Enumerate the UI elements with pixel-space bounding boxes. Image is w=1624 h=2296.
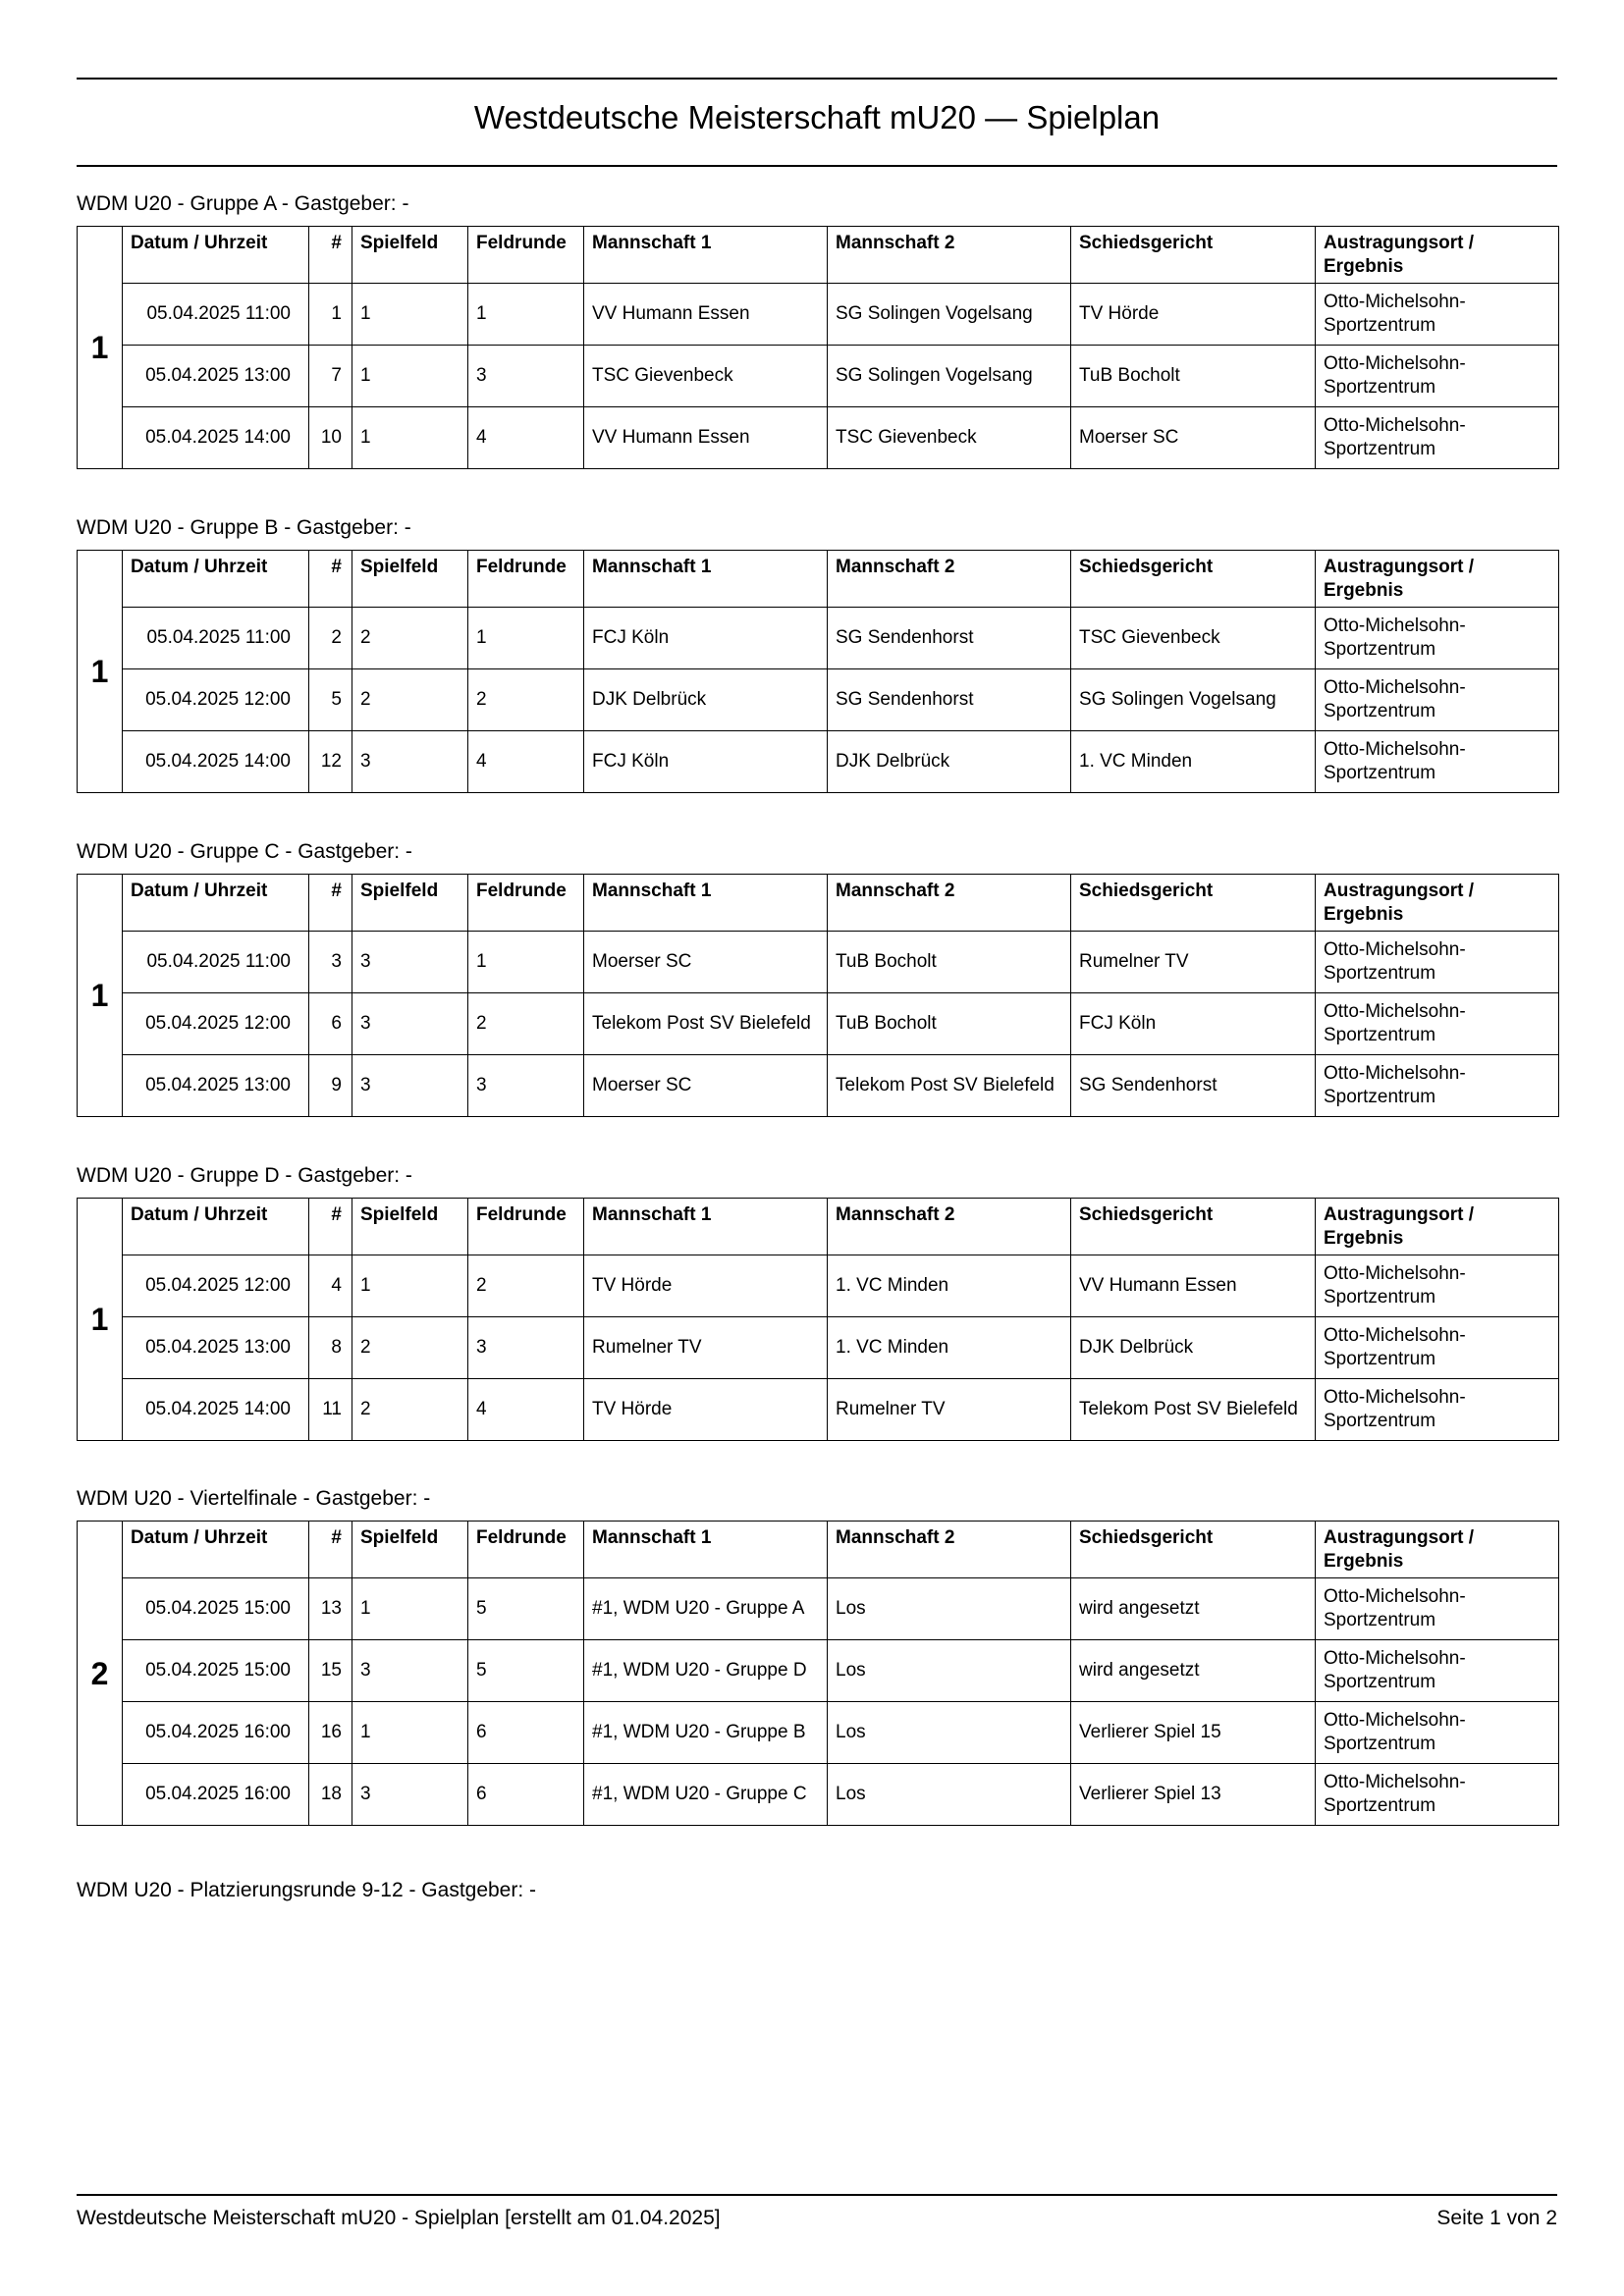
col-date-header: Datum / Uhrzeit [123,1522,309,1578]
col-round-cell: 5 [468,1640,584,1702]
col-field-cell: 2 [352,608,468,669]
footer-rule [77,2194,1557,2196]
col-team2-cell: Los [828,1640,1071,1702]
col-num-cell: 11 [309,1379,352,1441]
col-num-cell: 4 [309,1255,352,1317]
col-round-cell: 3 [468,1055,584,1117]
page-number: Seite 1 von 2 [1436,2207,1557,2229]
col-referee-cell: DJK Delbrück [1071,1317,1316,1379]
col-round-cell: 2 [468,669,584,731]
col-round-cell: 2 [468,993,584,1055]
col-venue-header: Austragungsort / Ergebnis [1316,227,1559,284]
col-round-cell: 1 [468,932,584,993]
col-num-cell: 7 [309,346,352,407]
col-round-header: Feldrunde [468,1199,584,1255]
col-venue-header: Austragungsort / Ergebnis [1316,1522,1559,1578]
col-num-header: # [309,551,352,608]
col-date-cell: 05.04.2025 16:00 [123,1702,309,1764]
col-date-header: Datum / Uhrzeit [123,551,309,608]
col-field-header: Spielfeld [352,227,468,284]
col-referee-cell: Moerser SC [1071,407,1316,469]
col-venue-cell: Otto-Michelsohn-Sportzentrum [1316,993,1559,1055]
col-referee-cell: 1. VC Minden [1071,731,1316,793]
col-team1-cell: Moerser SC [584,1055,828,1117]
col-venue-header: Austragungsort / Ergebnis [1316,875,1559,932]
col-date-cell: 05.04.2025 14:00 [123,731,309,793]
col-venue-cell: Otto-Michelsohn-Sportzentrum [1316,1055,1559,1117]
col-referee-header: Schiedsgericht [1071,1522,1316,1578]
top-rule [77,78,1557,80]
col-date-cell: 05.04.2025 16:00 [123,1764,309,1826]
schedule-table [77,226,1559,469]
table-row [78,1702,1559,1764]
col-field-cell: 1 [352,407,468,469]
schedule-table [77,550,1559,793]
col-field-cell: 2 [352,669,468,731]
col-field-cell: 3 [352,1640,468,1702]
document-title: Westdeutsche Meisterschaft mU20 — Spielplan [473,99,1161,135]
col-field-cell: 3 [352,731,468,793]
col-date-cell: 05.04.2025 12:00 [123,1255,309,1317]
col-team1-cell: TSC Gievenbeck [584,346,828,407]
col-date-cell: 05.04.2025 12:00 [123,669,309,731]
table-row [78,346,1559,407]
table-row [78,1255,1559,1317]
col-round-cell: 6 [468,1764,584,1826]
table-row [78,669,1559,731]
col-referee-cell: TV Hörde [1071,284,1316,346]
section-heading: WDM U20 - Gruppe C - Gastgeber: - [77,840,412,863]
col-num-cell: 18 [309,1764,352,1826]
col-team2-cell: TSC Gievenbeck [828,407,1071,469]
col-team1-cell: VV Humann Essen [584,407,828,469]
col-venue-cell: Otto-Michelsohn-Sportzentrum [1316,608,1559,669]
col-team2-cell: 1. VC Minden [828,1317,1071,1379]
schedule-section [77,1164,1558,1441]
col-date-cell: 05.04.2025 11:00 [123,284,309,346]
col-team2-cell: Los [828,1702,1071,1764]
col-num-cell: 5 [309,669,352,731]
col-referee-cell: Telekom Post SV Bielefeld [1071,1379,1316,1441]
col-team1-cell: VV Humann Essen [584,284,828,346]
col-date-cell: 05.04.2025 15:00 [123,1578,309,1640]
col-team1-cell: Moerser SC [584,932,828,993]
col-date-cell: 05.04.2025 12:00 [123,993,309,1055]
col-team2-cell: Los [828,1578,1071,1640]
col-date-header: Datum / Uhrzeit [123,875,309,932]
table-row [78,1317,1559,1379]
col-date-cell: 05.04.2025 14:00 [123,407,309,469]
col-field-header: Spielfeld [352,875,468,932]
col-round-cell: 1 [468,608,584,669]
col-team2-cell: TuB Bocholt [828,932,1071,993]
round-number: 1 [78,227,123,469]
round-number: 2 [78,1522,123,1826]
col-team2-header: Mannschaft 2 [828,551,1071,608]
col-team1-header: Mannschaft 1 [584,875,828,932]
section-heading: WDM U20 - Gruppe A - Gastgeber: - [77,192,409,215]
round-number: 1 [78,551,123,793]
col-team2-header: Mannschaft 2 [828,1199,1071,1255]
col-round-cell: 5 [468,1578,584,1640]
col-date-header: Datum / Uhrzeit [123,227,309,284]
col-round-header: Feldrunde [468,875,584,932]
col-venue-cell: Otto-Michelsohn-Sportzentrum [1316,1317,1559,1379]
col-round-header: Feldrunde [468,551,584,608]
table-row [78,1379,1559,1441]
col-date-cell: 05.04.2025 13:00 [123,1317,309,1379]
col-field-cell: 3 [352,993,468,1055]
col-team2-cell: 1. VC Minden [828,1255,1071,1317]
col-field-cell: 3 [352,932,468,993]
col-referee-cell: Rumelner TV [1071,932,1316,993]
col-referee-cell: VV Humann Essen [1071,1255,1316,1317]
col-field-header: Spielfeld [352,1199,468,1255]
schedule-section [77,1487,1558,1826]
col-num-header: # [309,1522,352,1578]
col-field-cell: 2 [352,1379,468,1441]
col-team1-cell: TV Hörde [584,1379,828,1441]
col-team1-cell: Rumelner TV [584,1317,828,1379]
col-team2-cell: SG Sendenhorst [828,608,1071,669]
col-round-cell: 4 [468,407,584,469]
col-date-cell: 05.04.2025 13:00 [123,1055,309,1117]
col-field-cell: 3 [352,1764,468,1826]
col-referee-cell: Verlierer Spiel 15 [1071,1702,1316,1764]
col-team1-header: Mannschaft 1 [584,1522,828,1578]
section-heading: WDM U20 - Gruppe B - Gastgeber: - [77,516,411,539]
col-referee-header: Schiedsgericht [1071,551,1316,608]
col-field-cell: 1 [352,1702,468,1764]
col-venue-cell: Otto-Michelsohn-Sportzentrum [1316,346,1559,407]
section-heading: WDM U20 - Platzierungsrunde 9-12 - Gastgeber: - [77,1879,537,1901]
col-venue-cell: Otto-Michelsohn-Sportzentrum [1316,407,1559,469]
col-referee-cell: TuB Bocholt [1071,346,1316,407]
col-venue-cell: Otto-Michelsohn-Sportzentrum [1316,284,1559,346]
table-header-row [78,227,1559,284]
table-header-row [78,1522,1559,1578]
col-team2-cell: TuB Bocholt [828,993,1071,1055]
schedule-section [77,192,1558,469]
col-team1-cell: #1, WDM U20 - Gruppe D [584,1640,828,1702]
table-row [78,1578,1559,1640]
col-num-cell: 2 [309,608,352,669]
table-row [78,407,1559,469]
col-num-cell: 15 [309,1640,352,1702]
col-round-header: Feldrunde [468,1522,584,1578]
col-team1-cell: FCJ Köln [584,608,828,669]
col-num-header: # [309,875,352,932]
col-date-cell: 05.04.2025 11:00 [123,932,309,993]
col-num-cell: 12 [309,731,352,793]
col-team1-header: Mannschaft 1 [584,551,828,608]
round-number: 1 [78,875,123,1117]
col-venue-cell: Otto-Michelsohn-Sportzentrum [1316,731,1559,793]
col-field-cell: 1 [352,346,468,407]
section-placement-round [77,1879,1558,1912]
col-date-cell: 05.04.2025 11:00 [123,608,309,669]
col-team2-cell: DJK Delbrück [828,731,1071,793]
col-round-cell: 1 [468,284,584,346]
col-team2-cell: SG Sendenhorst [828,669,1071,731]
col-num-header: # [309,227,352,284]
col-venue-cell: Otto-Michelsohn-Sportzentrum [1316,669,1559,731]
col-venue-header: Austragungsort / Ergebnis [1316,1199,1559,1255]
footer-text: Westdeutsche Meisterschaft mU20 - Spielplan [erstellt am 01.04.2025] [77,2207,721,2229]
col-team1-cell: DJK Delbrück [584,669,828,731]
col-referee-header: Schiedsgericht [1071,875,1316,932]
col-team1-cell: TV Hörde [584,1255,828,1317]
table-row [78,731,1559,793]
col-field-cell: 1 [352,284,468,346]
col-team2-header: Mannschaft 2 [828,1522,1071,1578]
col-venue-cell: Otto-Michelsohn-Sportzentrum [1316,1255,1559,1317]
col-venue-cell: Otto-Michelsohn-Sportzentrum [1316,1578,1559,1640]
col-num-header: # [309,1199,352,1255]
col-team2-cell: SG Solingen Vogelsang [828,284,1071,346]
col-referee-cell: FCJ Köln [1071,993,1316,1055]
col-team2-cell: Telekom Post SV Bielefeld [828,1055,1071,1117]
col-num-cell: 8 [309,1317,352,1379]
col-referee-header: Schiedsgericht [1071,227,1316,284]
col-referee-cell: TSC Gievenbeck [1071,608,1316,669]
col-team1-cell: #1, WDM U20 - Gruppe A [584,1578,828,1640]
col-team1-cell: Telekom Post SV Bielefeld [584,993,828,1055]
table-row [78,1055,1559,1117]
col-round-cell: 3 [468,346,584,407]
col-team2-cell: Los [828,1764,1071,1826]
col-round-cell: 6 [468,1702,584,1764]
schedule-table [77,1521,1559,1826]
col-date-cell: 05.04.2025 13:00 [123,346,309,407]
table-header-row [78,875,1559,932]
col-date-cell: 05.04.2025 15:00 [123,1640,309,1702]
col-field-cell: 3 [352,1055,468,1117]
col-num-cell: 16 [309,1702,352,1764]
col-referee-cell: wird angesetzt [1071,1578,1316,1640]
col-field-header: Spielfeld [352,551,468,608]
col-num-cell: 6 [309,993,352,1055]
table-row [78,993,1559,1055]
col-referee-header: Schiedsgericht [1071,1199,1316,1255]
col-referee-cell: SG Solingen Vogelsang [1071,669,1316,731]
col-team1-header: Mannschaft 1 [584,1199,828,1255]
col-venue-cell: Otto-Michelsohn-Sportzentrum [1316,1764,1559,1826]
col-round-cell: 4 [468,731,584,793]
round-number: 1 [78,1199,123,1441]
col-venue-cell: Otto-Michelsohn-Sportzentrum [1316,932,1559,993]
title-rule [77,165,1557,167]
col-team2-cell: Rumelner TV [828,1379,1071,1441]
table-row [78,1640,1559,1702]
table-row [78,608,1559,669]
col-team1-cell: #1, WDM U20 - Gruppe B [584,1702,828,1764]
table-header-row [78,551,1559,608]
schedule-section [77,516,1558,793]
col-team2-header: Mannschaft 2 [828,875,1071,932]
section-heading: WDM U20 - Viertelfinale - Gastgeber: - [77,1487,431,1510]
section-heading: WDM U20 - Gruppe D - Gastgeber: - [77,1164,412,1187]
col-num-cell: 1 [309,284,352,346]
col-num-cell: 9 [309,1055,352,1117]
schedule-table [77,1198,1559,1441]
table-row [78,1764,1559,1826]
col-num-cell: 10 [309,407,352,469]
col-venue-cell: Otto-Michelsohn-Sportzentrum [1316,1702,1559,1764]
col-field-cell: 1 [352,1255,468,1317]
schedule-section [77,840,1558,1117]
col-num-cell: 3 [309,932,352,993]
col-venue-cell: Otto-Michelsohn-Sportzentrum [1316,1640,1559,1702]
table-row [78,284,1559,346]
col-team2-cell: SG Solingen Vogelsang [828,346,1071,407]
col-round-cell: 3 [468,1317,584,1379]
col-field-cell: 2 [352,1317,468,1379]
col-referee-cell: SG Sendenhorst [1071,1055,1316,1117]
col-team1-cell: #1, WDM U20 - Gruppe C [584,1764,828,1826]
col-round-header: Feldrunde [468,227,584,284]
col-team1-cell: FCJ Köln [584,731,828,793]
col-venue-header: Austragungsort / Ergebnis [1316,551,1559,608]
col-num-cell: 13 [309,1578,352,1640]
col-referee-cell: wird angesetzt [1071,1640,1316,1702]
schedule-table [77,874,1559,1117]
col-field-cell: 1 [352,1578,468,1640]
col-date-cell: 05.04.2025 14:00 [123,1379,309,1441]
table-header-row [78,1199,1559,1255]
col-date-header: Datum / Uhrzeit [123,1199,309,1255]
col-round-cell: 4 [468,1379,584,1441]
col-field-header: Spielfeld [352,1522,468,1578]
col-venue-cell: Otto-Michelsohn-Sportzentrum [1316,1379,1559,1441]
col-team1-header: Mannschaft 1 [584,227,828,284]
table-row [78,932,1559,993]
col-round-cell: 2 [468,1255,584,1317]
col-referee-cell: Verlierer Spiel 13 [1071,1764,1316,1826]
col-team2-header: Mannschaft 2 [828,227,1071,284]
